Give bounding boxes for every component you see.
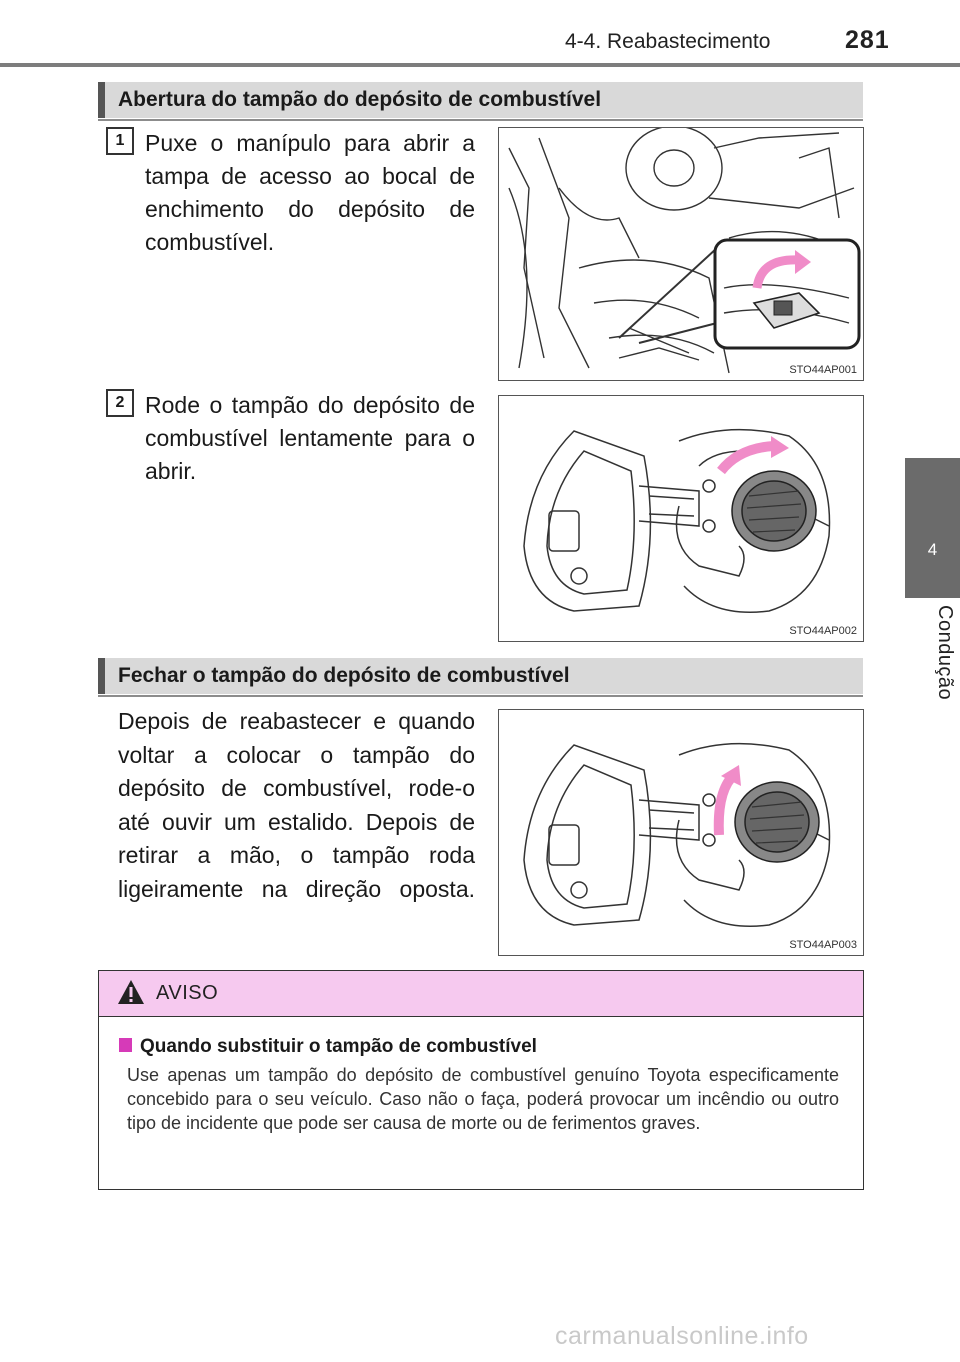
- running-header-section: 4-4. Reabastecimento: [565, 30, 771, 53]
- figure-code: STO44AP003: [789, 939, 857, 951]
- warning-title: AVISO: [156, 982, 219, 1004]
- step-number-2: 2: [106, 389, 134, 417]
- interior-illustration: [499, 128, 863, 380]
- warning-box: [98, 970, 864, 1190]
- section-title: Fechar o tampão do depósito de combustível: [118, 664, 570, 687]
- chapter-number: 4: [927, 540, 938, 559]
- step-2-text: Rode o tampão do depósito de combustível lentamente para o abrir.: [145, 392, 475, 484]
- closing-text: Depois de reabastecer e quando voltar a colocar o tampão do depósito de combustível, rode-o até ouvir um estalido. Depois de retirar a mão, o tampão roda ligeiramente na direção oposta.: [118, 708, 475, 902]
- watermark: carmanualsonline.info: [555, 1322, 809, 1350]
- square-bullet-icon: [119, 1038, 132, 1052]
- warning-text: Use apenas um tampão do depósito de combustível genuíno Toyota especificamente concebido para o seu veículo. Caso não o faça, poderá provocar um incêndio ou outro tipo de incidente que pode ser causa de morte ou de ferimentos graves.: [127, 1065, 839, 1133]
- warning-header: [99, 971, 863, 1017]
- section-title: Abertura do tampão do depósito de combustível: [118, 88, 602, 111]
- figure-code: STO44AP001: [789, 364, 857, 376]
- warning-subtitle-row: [119, 1036, 537, 1058]
- figure-interior-lever: [498, 127, 864, 381]
- page-number: 281: [845, 26, 890, 54]
- figure-code: STO44AP002: [789, 625, 857, 637]
- header-rule: [0, 63, 960, 67]
- section-header-opening: [98, 82, 863, 118]
- fuel-door-close-illustration: [499, 710, 863, 955]
- chapter-label: Condução: [934, 605, 956, 701]
- step-1-text: Puxe o manípulo para abrir a tampa de acesso ao bocal de enchimento do depósito de combustível.: [145, 130, 475, 255]
- warning-subtitle: Quando substituir o tampão de combustível: [140, 1036, 537, 1057]
- section-header-closing: [98, 658, 863, 694]
- figure-cap-close: [498, 709, 864, 956]
- step-number-1: 1: [106, 127, 134, 155]
- fuel-door-open-illustration: [499, 396, 863, 641]
- figure-cap-open: [498, 395, 864, 642]
- chapter-tab: [905, 458, 960, 598]
- warning-triangle-icon: [116, 978, 146, 1006]
